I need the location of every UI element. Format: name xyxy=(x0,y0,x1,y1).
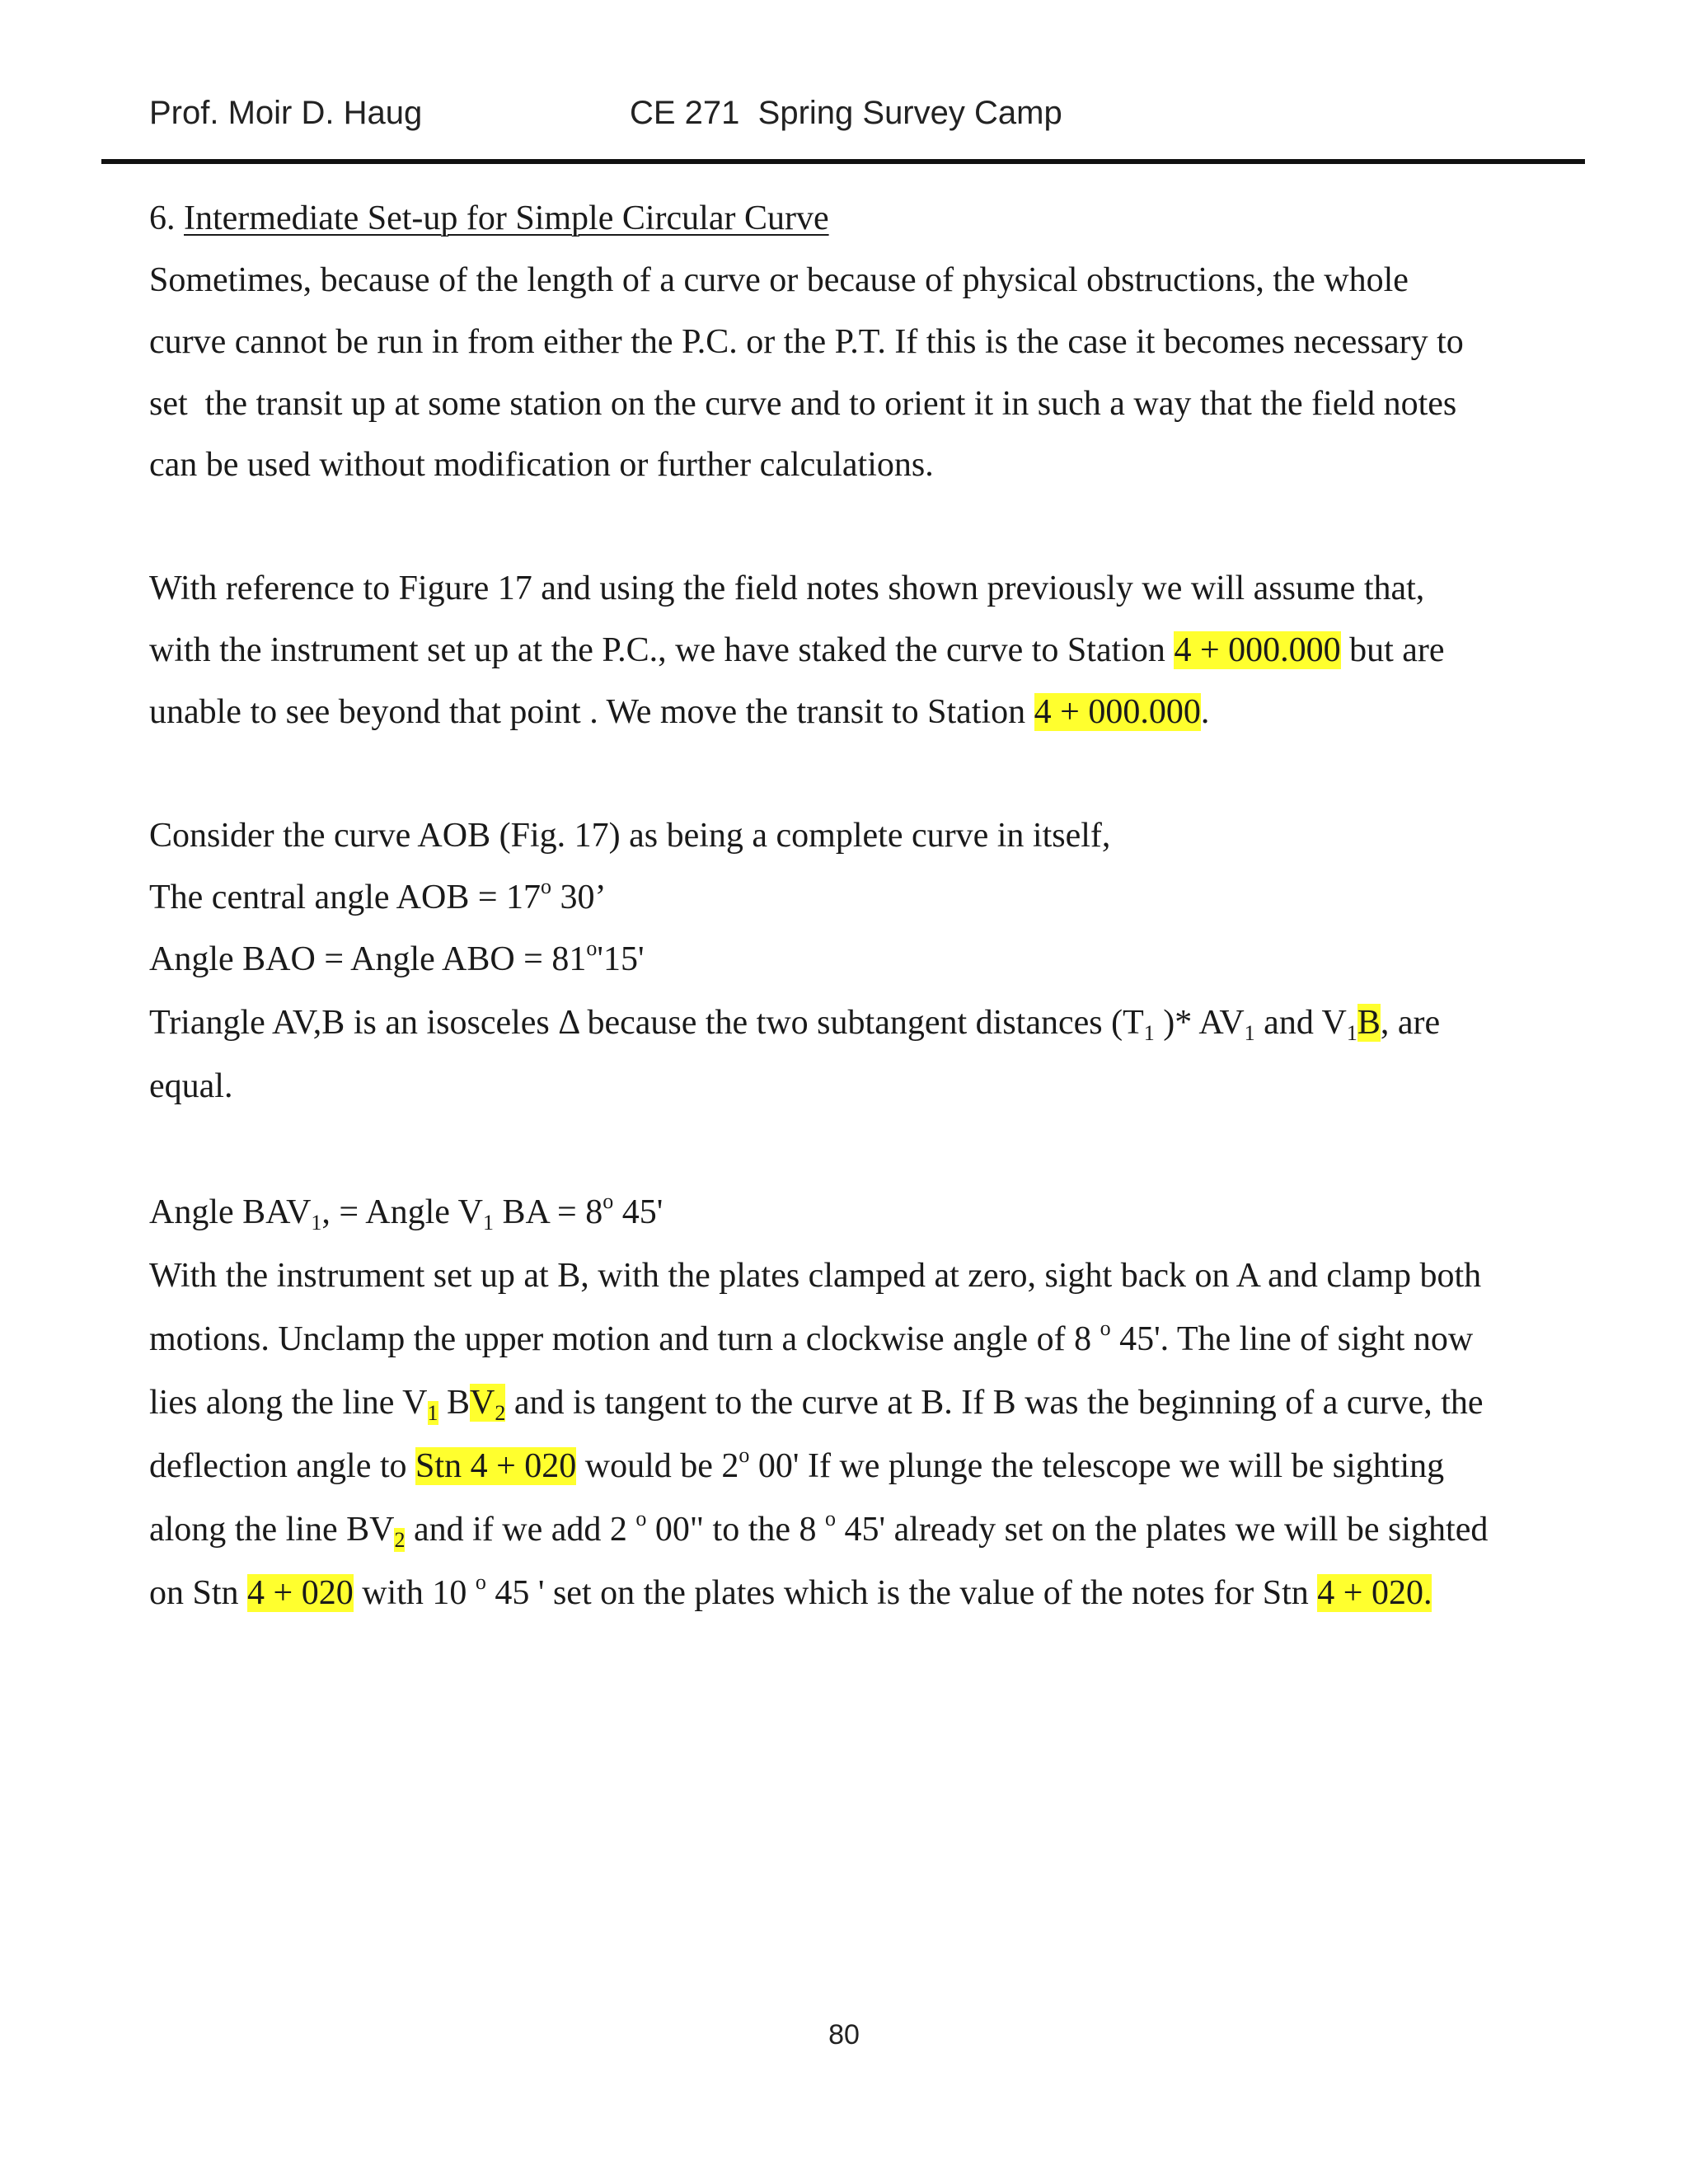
header-rule xyxy=(101,159,1585,164)
header-author: Prof. Moir D. Haug xyxy=(149,95,423,131)
page-header xyxy=(0,0,1688,165)
para1-line-1: Sometimes, because of the length of a curve or because of physical obstructions, the whole xyxy=(149,261,1409,299)
para1-line-2: curve cannot be run in from either the P.C. or the P.T. If this is the case it becomes necessary to xyxy=(149,323,1464,361)
para2-line-1: With reference to Figure 17 and using the field notes shown previously we will assume that, xyxy=(149,569,1425,607)
para4-line-3: motions. Unclamp the upper motion and turn a clockwise angle of 8 $^o$ 45'. The line of sight now xyxy=(149,1316,1474,1358)
highlight-sub: 1 xyxy=(427,1401,438,1425)
section-number: 6. xyxy=(149,199,176,237)
highlight-station: 4 + 020 xyxy=(247,1574,354,1612)
highlight-b: B xyxy=(1357,1004,1381,1042)
highlight-station: 4 + 020. xyxy=(1317,1574,1432,1612)
header-course: CE 271 Spring Survey Camp xyxy=(630,95,1062,131)
para3-line-4: Triangle AV,B is an isosceles Δ because the two subtangent distances ($T_1$ )* $AV_1$ and $V_1B$, are xyxy=(149,1004,1441,1045)
para1-line-4: can be used without modification or further calculations. xyxy=(149,446,934,484)
para2-line-3: unable to see beyond that point . We move the transit to Station 4 + 000.000. xyxy=(149,693,1210,731)
para4-line-5: deflection angle to Stn 4 + 020 would be 2$^o$ 00' If we plunge the telescope we will be sighting xyxy=(149,1443,1445,1485)
para3-line-5: equal. xyxy=(149,1067,233,1105)
para4-line-6: along the line $BV_2$ and if we add 2 $^o$ 00" to the 8 $^o$ 45' already set on the plates we will be sighted xyxy=(149,1507,1489,1552)
highlight-v2: $V_2$ xyxy=(470,1384,506,1425)
para3-line-3: Angle BAO = Angle ABO = $81^o'15'$ xyxy=(149,936,645,978)
para4-line-1: Angle $BAV_1$, = Angle $V_1$ BA = $8^o$ 45' xyxy=(149,1189,663,1235)
para4-line-4: lies along the line $V_1$ $BV_2$ and is tangent to the curve at B. If B was the beginning of a curve, the xyxy=(149,1384,1484,1425)
highlight-station: 4 + 000.000 xyxy=(1174,631,1341,669)
para2-line-2: with the instrument set up at the P.C., we have staked the curve to Station 4 + 000.000 but are xyxy=(149,631,1445,669)
highlight-sub: 2 xyxy=(394,1528,406,1552)
para4-line-2: With the instrument set up at B, with the plates clamped at zero, sight back on A and clamp both xyxy=(149,1257,1482,1295)
para3-line-1: Consider the curve AOB (Fig. 17) as being a complete curve in itself, xyxy=(149,817,1111,855)
para4-line-7: on Stn 4 + 020 with 10 $^o$ 45 ' set on the plates which is the value of the notes for Stn 4 + 020. xyxy=(149,1570,1432,1612)
highlight-station: 4 + 000.000 xyxy=(1034,693,1201,731)
section-title: Intermediate Set-up for Simple Circular Curve xyxy=(184,199,829,237)
highlight-station: Stn 4 + 020 xyxy=(415,1447,577,1485)
section-heading xyxy=(149,201,829,236)
para1-line-3: set the transit up at some station on the curve and to orient it in such a way that the field notes xyxy=(149,385,1457,423)
page-number: 80 xyxy=(828,2019,860,2050)
para3-line-2: The central angle AOB = $17^o$ 30’ xyxy=(149,874,607,916)
